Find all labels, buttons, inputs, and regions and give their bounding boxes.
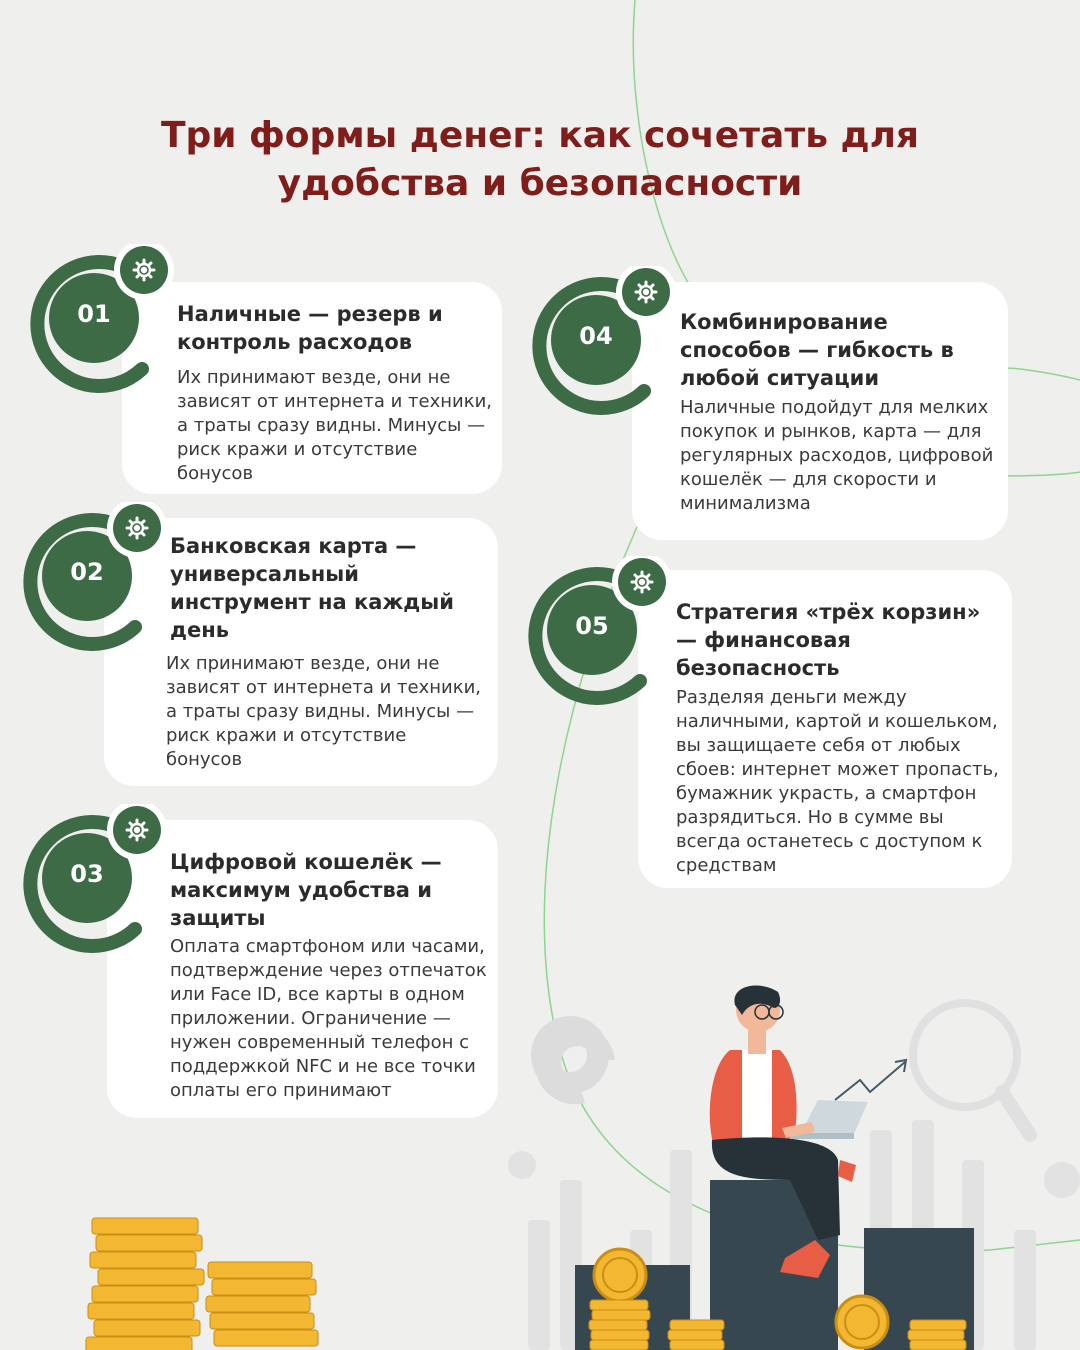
text-line: минимализма <box>680 493 811 514</box>
text-line: нужен современный телефон с <box>170 1032 469 1053</box>
text-line: поддержкой NFC и не все точки <box>170 1056 476 1077</box>
title-line: Цифровой кошелёк — <box>170 850 442 874</box>
text-line: разрядиться. Но в сумме вы <box>676 807 944 828</box>
text-line: зависят от интернета и техники, <box>166 677 481 698</box>
title-line: защиты <box>170 906 266 930</box>
text-line: бумажник украсть, а смартфон <box>676 783 977 804</box>
text-line: риск кражи и отсутствие <box>166 725 407 746</box>
text-line: Их принимают везде, они не <box>177 367 451 388</box>
badge-number: 04 <box>579 322 613 350</box>
title-line: день <box>170 618 229 642</box>
coin-stacks-left <box>86 1218 318 1350</box>
title-line: универсальный <box>170 562 359 586</box>
title-line: инструмент на каждый <box>170 590 454 614</box>
text-line: риск кражи и отсутствие <box>177 439 418 460</box>
text-line: Разделяя деньги между <box>676 687 907 708</box>
text-line: а траты сразу видны. Минусы — <box>177 415 486 436</box>
text-line: покупок и рынков, карта — для <box>680 421 982 442</box>
text-line: а траты сразу видны. Минусы — <box>166 701 475 722</box>
text-line: приложении. Ограничение — <box>170 1008 451 1029</box>
badge-number: 01 <box>77 300 111 328</box>
title-line: Комбинирование <box>680 310 888 334</box>
text-line: или Face ID, все карты в одном <box>170 984 465 1005</box>
title-line: Наличные — резерв и <box>177 302 443 326</box>
text-line: Их принимают везде, они не <box>166 653 440 674</box>
title-line: контроль расходов <box>177 330 413 354</box>
text-line: подтверждение через отпечаток <box>170 960 487 981</box>
text-line: всегда останетесь с доступом к <box>676 831 983 852</box>
title-line: Стратегия «трёх корзин» <box>676 600 981 624</box>
title-line: безопасность <box>676 656 840 680</box>
text-line: наличными, картой и кошельком, <box>676 711 998 732</box>
title-line: любой ситуации <box>680 366 880 390</box>
title-line: способов — гибкость в <box>680 338 954 362</box>
title-line: — финансовая <box>676 628 851 652</box>
text-line: бонусов <box>177 463 254 484</box>
text-line: сбоев: интернет может пропасть, <box>676 759 999 780</box>
text-line: оплаты его принимают <box>170 1080 392 1101</box>
badge-number: 03 <box>70 860 104 888</box>
title-line-2: удобства и безопасности <box>277 163 803 204</box>
text-line: вы защищаете себя от любых <box>676 735 961 756</box>
text-line: Наличные подойдут для мелких <box>680 397 989 418</box>
title-line-1: Три формы денег: как сочетать для <box>160 115 920 156</box>
title-line: Банковская карта — <box>170 534 417 558</box>
magnifier-icon <box>913 1003 1030 1135</box>
text-line: средствам <box>676 855 777 876</box>
text-line: бонусов <box>166 749 243 770</box>
text-line: регулярных расходов, цифровой <box>680 445 994 466</box>
text-line: кошелёк — для скорости и <box>680 469 937 490</box>
text-line: зависят от интернета и техники, <box>177 391 492 412</box>
title-line: максимум удобства и <box>170 878 432 902</box>
badge-number: 02 <box>70 558 104 586</box>
badge-number: 05 <box>575 612 609 640</box>
text-line: Оплата смартфоном или часами, <box>170 936 485 957</box>
